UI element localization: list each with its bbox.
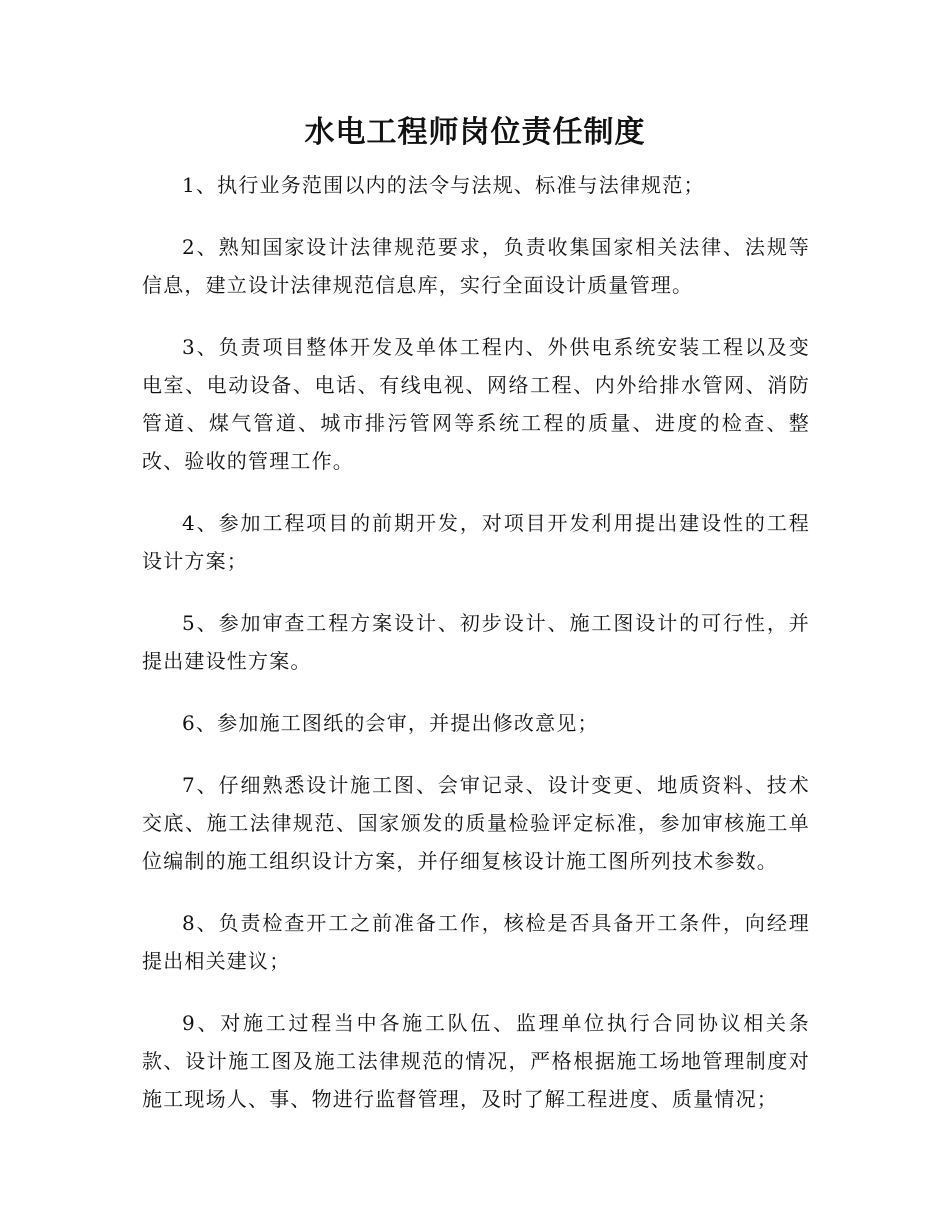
paragraph-2: 2、熟知国家设计法律规范要求，负责收集国家相关法律、法规等信息，建立设计法律规范信息库，实行全面设计质量管理。: [142, 235, 810, 297]
paragraph-3: 3、负责项目整体开发及单体工程内、外供电系统安装工程以及变电室、电动设备、电话、有线电视、网络工程、内外给排水管网、消防管道、煤气管道、城市排污管网等系统工程的质量、进度的检查、整改、验收的管理工作。: [142, 335, 810, 473]
document-title: 水电工程师岗位责任制度: [304, 115, 646, 150]
document-body: [142, 166, 810, 1142]
paragraph-1: 1、执行业务范围以内的法令与法规、标准与法律规范；: [182, 173, 705, 197]
paragraph-5: 5、参加审查工程方案设计、初步设计、施工图设计的可行性，并提出建设性方案。: [142, 611, 810, 673]
paragraph-4: 4、参加工程项目的前期开发，对项目开发利用提出建设性的工程设计方案；: [142, 511, 810, 573]
paragraph-9: 9、对施工过程当中各施工队伍、监理单位执行合同协议相关条款、设计施工图及施工法律规范的情况，严格根据施工场地管理制度对施工现场人、事、物进行监督管理，及时了解工程进度、质量情况；: [142, 1011, 810, 1111]
paragraph-6: 6、参加施工图纸的会审，并提出修改意见；: [182, 711, 599, 735]
paragraph-8: 8、负责检查开工之前准备工作，核检是否具备开工条件，向经理提出相关建议；: [142, 911, 810, 973]
paragraph-7: 7、仔细熟悉设计施工图、会审记录、设计变更、地质资料、技术交底、施工法律规范、国家颁发的质量检验评定标准，参加审核施工单位编制的施工组织设计方案，并仔细复核设计施工图所列技术参数。: [142, 773, 810, 873]
